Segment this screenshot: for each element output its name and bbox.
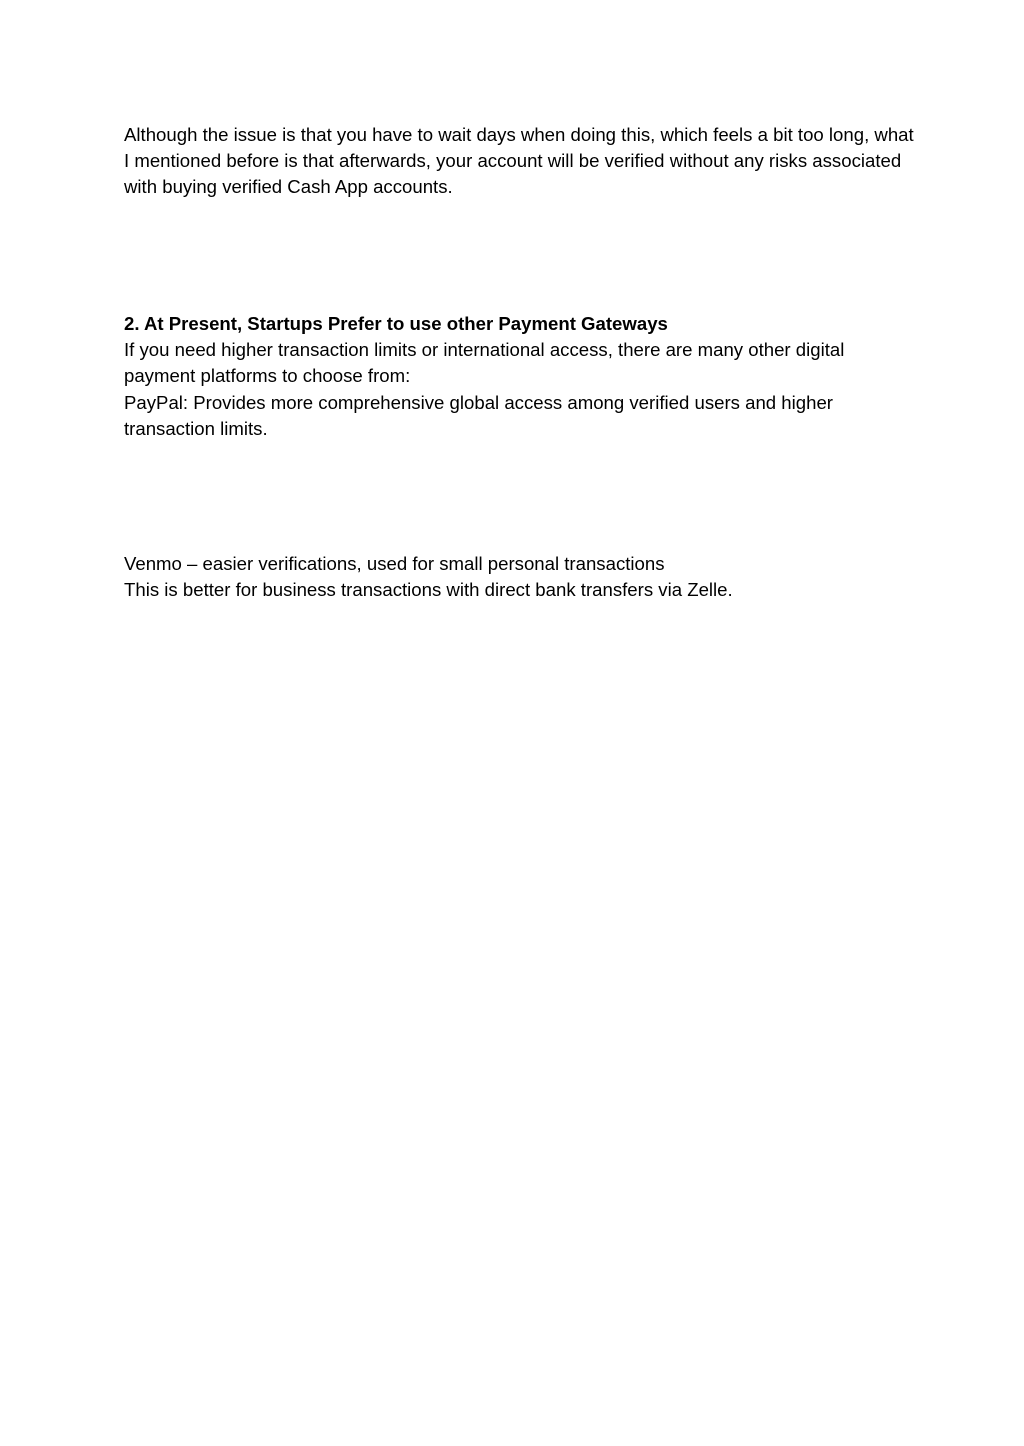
intro-block — [124, 122, 914, 201]
section-payment-gateways — [124, 311, 914, 442]
intro-paragraph: Although the issue is that you have to wait days when doing this, which feels a bit too long, what I mentioned before is that afterwards, your account will be verified without any risks associated with buying verified Cash App accounts. — [124, 124, 914, 198]
paypal-paragraph: PayPal: Provides more comprehensive global access among verified users and higher transaction limits. — [124, 391, 833, 439]
alternatives-block — [124, 551, 914, 603]
venmo-paragraph: Venmo – easier verifications, used for small personal transactions — [124, 553, 665, 574]
section-heading: 2. At Present, Startups Prefer to use other Payment Gateways — [124, 313, 668, 334]
section-intro-paragraph: If you need higher transaction limits or international access, there are many other digital payment platforms to choose from: — [124, 339, 845, 387]
zelle-paragraph: This is better for business transactions with direct bank transfers via Zelle. — [124, 579, 733, 601]
